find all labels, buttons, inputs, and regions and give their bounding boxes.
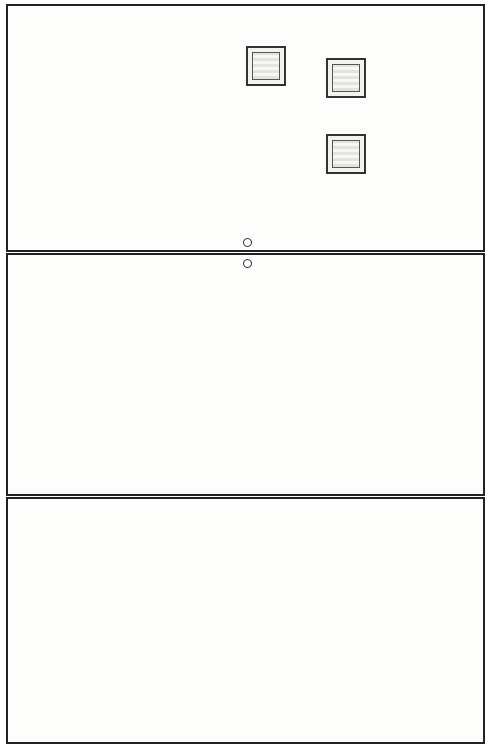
text-column bbox=[369, 261, 391, 488]
text-column bbox=[215, 12, 237, 244]
text-column bbox=[303, 505, 325, 736]
text-column bbox=[105, 261, 127, 488]
text-column bbox=[127, 12, 149, 244]
text-column bbox=[303, 12, 325, 244]
text-column bbox=[413, 261, 435, 488]
text-column bbox=[413, 505, 435, 736]
text-column bbox=[281, 12, 303, 244]
binding-hole bbox=[243, 259, 252, 268]
page-panel-3 bbox=[6, 497, 485, 744]
text-column bbox=[391, 505, 413, 736]
text-column bbox=[259, 505, 281, 736]
text-columns-2 bbox=[12, 261, 479, 488]
text-column bbox=[61, 261, 83, 488]
text-column bbox=[369, 12, 391, 244]
text-column bbox=[303, 261, 325, 488]
page-panel-1 bbox=[6, 4, 485, 252]
text-column bbox=[237, 261, 259, 488]
text-columns-1 bbox=[12, 12, 479, 244]
text-column bbox=[347, 261, 369, 488]
text-column bbox=[259, 12, 281, 244]
text-column bbox=[237, 505, 259, 736]
text-columns-3 bbox=[12, 505, 479, 736]
text-column bbox=[149, 505, 171, 736]
text-column bbox=[347, 12, 369, 244]
text-column bbox=[281, 505, 303, 736]
text-column bbox=[61, 505, 83, 736]
text-column bbox=[259, 261, 281, 488]
text-column bbox=[171, 505, 193, 736]
text-column bbox=[457, 12, 479, 244]
text-column bbox=[171, 261, 193, 488]
text-column bbox=[457, 261, 479, 488]
text-column bbox=[149, 261, 171, 488]
text-column bbox=[435, 12, 457, 244]
text-column bbox=[457, 505, 479, 736]
binding-hole bbox=[243, 238, 252, 247]
text-column bbox=[413, 12, 435, 244]
text-column bbox=[391, 261, 413, 488]
text-column bbox=[193, 261, 215, 488]
text-column bbox=[391, 12, 413, 244]
text-column bbox=[105, 505, 127, 736]
text-column bbox=[127, 505, 149, 736]
text-column bbox=[215, 261, 237, 488]
text-column bbox=[171, 12, 193, 244]
text-column bbox=[347, 505, 369, 736]
text-column bbox=[325, 261, 347, 488]
text-column bbox=[237, 12, 259, 244]
text-column bbox=[281, 261, 303, 488]
text-column bbox=[193, 505, 215, 736]
text-column bbox=[325, 505, 347, 736]
text-column bbox=[149, 12, 171, 244]
text-column bbox=[369, 505, 391, 736]
text-column bbox=[193, 12, 215, 244]
text-column bbox=[435, 261, 457, 488]
text-column bbox=[435, 505, 457, 736]
text-column bbox=[325, 12, 347, 244]
text-column bbox=[127, 261, 149, 488]
text-column bbox=[105, 12, 127, 244]
text-column bbox=[83, 505, 105, 736]
text-column bbox=[215, 505, 237, 736]
text-column bbox=[83, 261, 105, 488]
page-panel-2 bbox=[6, 253, 485, 496]
